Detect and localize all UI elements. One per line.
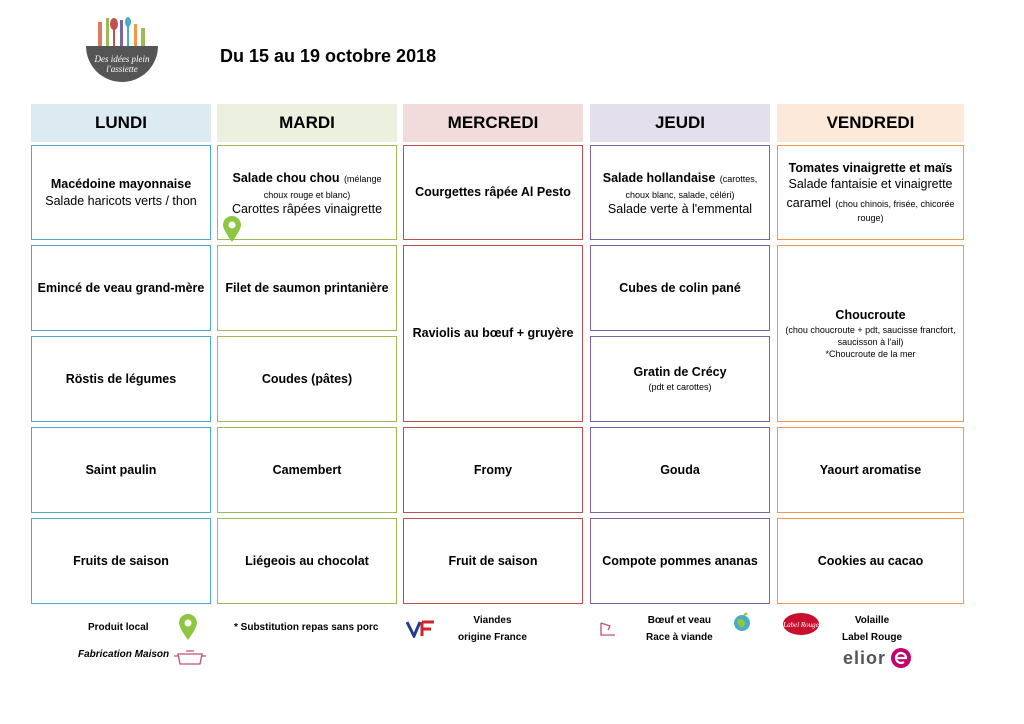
mardi-plat <box>217 245 397 331</box>
elior-wordmark: elior <box>843 647 887 668</box>
jeudi-entree-main: Salade hollandaise <box>602 171 716 186</box>
vendredi-entree-alt2: caramel <box>786 195 831 210</box>
legend-viandes-france <box>458 612 527 646</box>
lundi-entree-main: Macédoine mayonnaise <box>50 176 192 191</box>
jeudi-plat-text: Cubes de colin pané <box>619 280 741 295</box>
vendredi-dessert-text: Cookies au cacao <box>817 553 924 568</box>
elior-logo <box>843 646 939 670</box>
lundi-entree <box>31 145 211 240</box>
day-header-vendredi: VENDREDI <box>777 104 964 142</box>
legend-produit-local: Produit local <box>88 622 149 633</box>
lundi-plat-text: Emincé de veau grand-mère <box>37 280 205 295</box>
map-pin-icon <box>178 614 198 640</box>
jeudi-entree-note: (carottes, <box>719 174 758 185</box>
mardi-plat-text: Filet de saumon printanière <box>225 280 389 295</box>
mercredi-dessert-text: Fruit de saison <box>448 553 538 568</box>
lundi-dessert-text: Fruits de saison <box>73 553 169 568</box>
mercredi-fromage <box>403 427 583 513</box>
lundi-accompagnement <box>31 336 211 422</box>
vendredi-plat-note1: (chou choucroute + pdt, saucisse francfort, <box>785 324 956 335</box>
vendredi-entree <box>777 145 964 240</box>
mardi-fromage-text: Camembert <box>272 462 342 477</box>
jeudi-fromage <box>590 427 770 513</box>
svg-text:VF: VF <box>421 637 423 638</box>
lundi-fromage <box>31 427 211 513</box>
elior-e-icon <box>890 647 912 669</box>
jeudi-entree-note2: choux blanc, salade, céléri) <box>625 189 735 200</box>
mercredi-entree-text: Courgettes râpée Al Pesto <box>415 185 571 200</box>
svg-text:Des idées plein: Des idées plein <box>94 54 150 64</box>
mardi-entree <box>217 145 397 240</box>
jeudi-dessert-text: Compote pommes ananas <box>602 553 758 568</box>
mercredi-dessert <box>403 518 583 604</box>
vendredi-plat-note2: saucisson à l'ail) <box>837 336 904 347</box>
lundi-plat <box>31 245 211 331</box>
legend-volaille-line2: Label Rouge <box>842 632 903 643</box>
day-header-lundi: LUNDI <box>31 104 211 142</box>
lundi-fromage-text: Saint paulin <box>85 462 157 477</box>
vendredi-dessert <box>777 518 964 604</box>
produit-local-pin-icon <box>222 216 242 242</box>
vendredi-entree-note: (chou chinois, frisée, chicorée <box>835 198 955 209</box>
vendredi-entree-main: Tomates vinaigrette et maïs <box>788 161 953 175</box>
jeudi-plat <box>590 245 770 331</box>
legend-boeuf-line1: Bœuf et veau <box>647 615 712 626</box>
mardi-entree-main: Salade chou chou <box>232 171 340 186</box>
jeudi-dessert <box>590 518 770 604</box>
legend-volaille-line1: Volaille <box>854 615 890 626</box>
vendredi-plat <box>777 245 964 422</box>
legend-boeuf-veau <box>646 612 713 646</box>
mardi-accompagnement <box>217 336 397 422</box>
viandes-france-icon <box>406 620 436 638</box>
mercredi-entree <box>403 145 583 240</box>
logo <box>84 16 160 84</box>
vendredi-plat-note3: *Choucroute de la mer <box>825 349 916 359</box>
lundi-entree-alt: Salade haricots verts / thon <box>45 193 197 208</box>
vendredi-fromage <box>777 427 964 513</box>
jeudi-fromage-text: Gouda <box>660 462 700 477</box>
jeudi-accompagnement-text: Gratin de Crécy <box>633 365 727 380</box>
vendredi-entree-alt: Salade fantaisie et vinaigrette <box>788 177 953 192</box>
day-header-jeudi: JEUDI <box>590 104 770 142</box>
svg-text:l'assiette: l'assiette <box>106 64 138 74</box>
mercredi-fromage-text: Fromy <box>473 462 513 477</box>
day-header-mardi: MARDI <box>217 104 397 142</box>
legend-boeuf-line2: Race à viande <box>646 632 713 643</box>
mardi-dessert <box>217 518 397 604</box>
mardi-accompagnement-text: Coudes (pâtes) <box>261 371 353 386</box>
mercredi-plat-text: Raviolis au bœuf + gruyère <box>412 326 574 341</box>
mardi-entree-note: (mélange <box>343 174 382 185</box>
globe-icon <box>732 612 752 632</box>
day-header-mercredi: MERCREDI <box>403 104 583 142</box>
legend-viandes-line2: origine France <box>458 632 527 643</box>
jeudi-entree-alt: Salade verte à l'emmental <box>607 201 753 216</box>
utensils-logo-icon <box>84 16 160 84</box>
cooking-pot-icon <box>172 648 208 668</box>
jeudi-entree <box>590 145 770 240</box>
svg-text:Label Rouge: Label Rouge <box>783 621 819 629</box>
vendredi-fromage-text: Yaourt aromatise <box>819 462 922 477</box>
mardi-fromage <box>217 427 397 513</box>
lundi-dessert <box>31 518 211 604</box>
mardi-entree-alt: Carottes râpées vinaigrette <box>231 201 383 216</box>
beef-icon <box>598 620 618 638</box>
vendredi-entree-note2: rouge) <box>857 213 884 224</box>
lundi-accompagnement-text: Röstis de légumes <box>65 371 177 386</box>
mardi-dessert-text: Liégeois au chocolat <box>245 553 369 568</box>
legend-volaille <box>842 612 902 646</box>
vendredi-plat-text: Choucroute <box>835 307 906 322</box>
legend-fabrication-maison: Fabrication Maison <box>78 649 170 660</box>
legend-viandes-line1: Viandes <box>473 615 512 626</box>
jeudi-accompagnement <box>590 336 770 422</box>
jeudi-accompagnement-note: (pdt et carottes) <box>648 382 712 393</box>
mercredi-plat <box>403 245 583 422</box>
page-title: Du 15 au 19 octobre 2018 <box>220 46 437 66</box>
mardi-entree-note2: choux rouge et blanc) <box>263 189 351 200</box>
legend-substitution: * Substitution repas sans porc <box>234 622 379 633</box>
label-rouge-icon <box>782 612 820 636</box>
